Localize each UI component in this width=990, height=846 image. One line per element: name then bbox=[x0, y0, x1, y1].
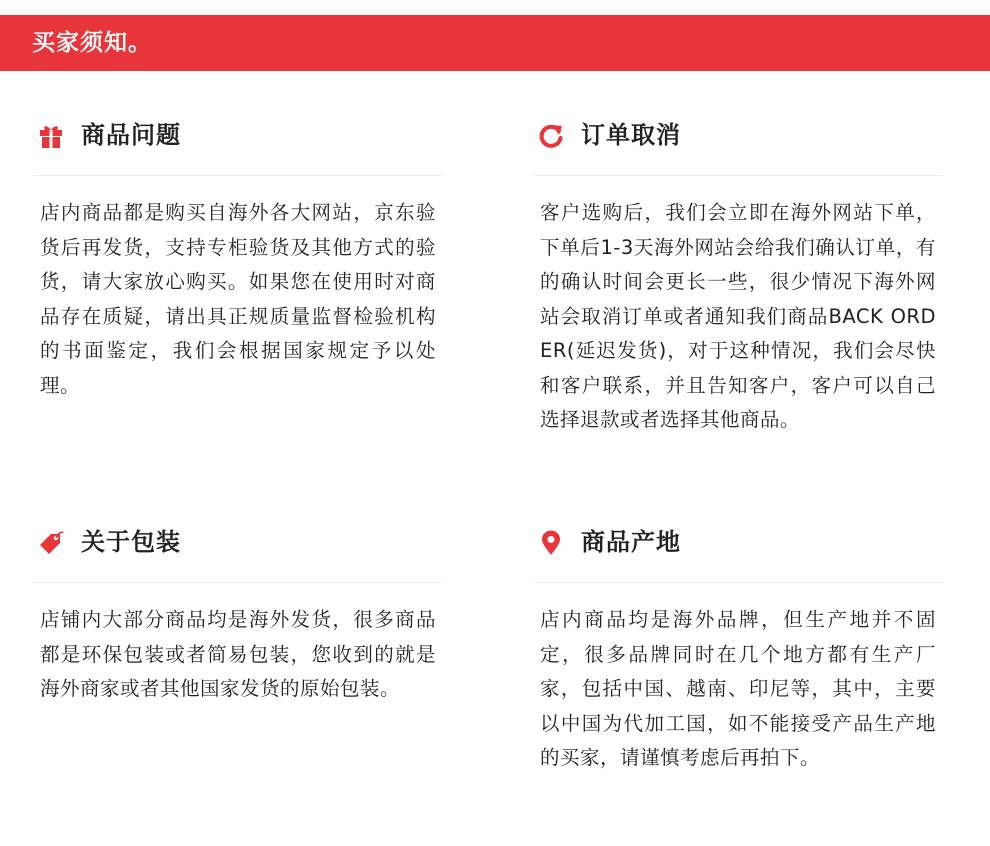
price-tag-icon bbox=[38, 530, 64, 556]
section-body: 客户选购后，我们会立即在海外网站下单，下单后1-3天海外网站会给我们确认订单，有的确认时间会更长一些，很少情况下海外网站会取消订单或者通知我们商品BACK ORDER(延迟发货)，对于这种情况，我们会尽快和客户联系，并且告知客户，客户可以自己选择退款或者选择其他商品。 bbox=[540, 201, 936, 431]
notice-banner bbox=[0, 15, 990, 71]
banner-title: 买家须知。 bbox=[32, 30, 152, 56]
section-title: 关于包装 bbox=[81, 528, 181, 556]
section-divider bbox=[33, 175, 443, 176]
section-header bbox=[533, 114, 943, 158]
location-pin-icon bbox=[538, 530, 564, 556]
section-header bbox=[33, 521, 443, 565]
section-product-issues bbox=[33, 114, 443, 397]
section-header bbox=[533, 521, 943, 565]
section-body: 店铺内大部分商品均是海外发货，很多商品都是环保包装或者简易包装，您收到的就是海外商家或者其他国家发货的原始包装。 bbox=[40, 608, 436, 700]
section-title: 商品问题 bbox=[81, 121, 181, 149]
refresh-icon bbox=[538, 123, 564, 149]
section-title: 订单取消 bbox=[581, 121, 681, 149]
section-divider bbox=[33, 582, 443, 583]
section-divider bbox=[533, 175, 943, 176]
section-origin bbox=[533, 521, 943, 769]
section-divider bbox=[533, 582, 943, 583]
section-order-cancel bbox=[533, 114, 943, 431]
gift-icon bbox=[38, 123, 64, 149]
section-title: 商品产地 bbox=[581, 528, 681, 556]
section-packaging bbox=[33, 521, 443, 700]
section-header bbox=[33, 114, 443, 158]
section-body: 店内商品均是海外品牌，但生产地并不固定，很多品牌同时在几个地方都有生产厂家，包括中国、越南、印尼等，其中，主要以中国为代加工国，如不能接受产品生产地的买家，请谨慎考虑后再拍下。 bbox=[540, 608, 936, 769]
section-body: 店内商品都是购买自海外各大网站，京东验货后再发货，支持专柜验货及其他方式的验货，请大家放心购买。如果您在使用时对商品存在质疑，请出具正规质量监督检验机构的书面鉴定，我们会根据国家规定予以处理。 bbox=[40, 201, 436, 397]
